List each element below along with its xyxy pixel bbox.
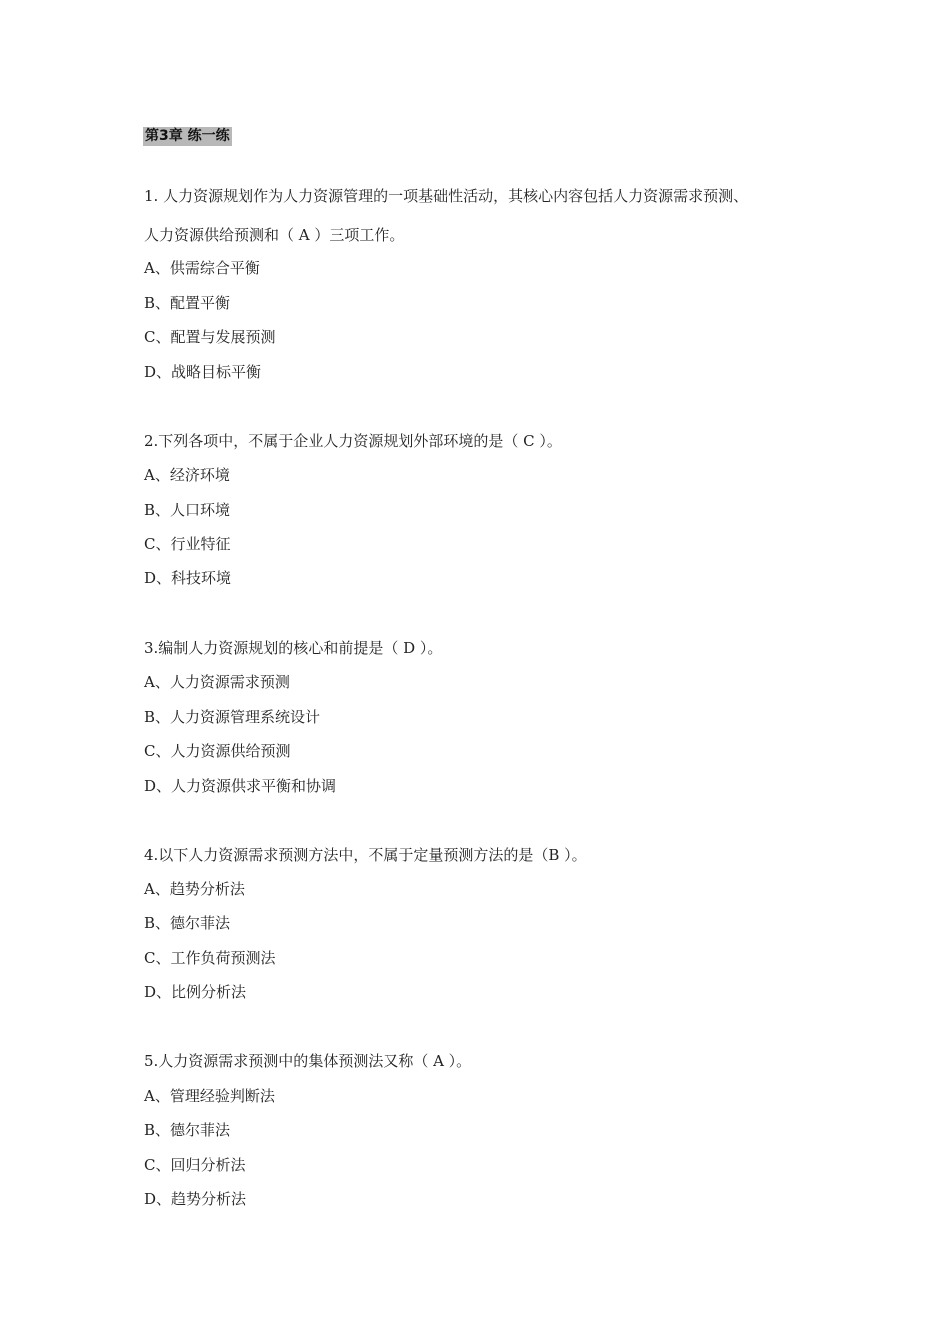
question-2-option-a: A、经济环境 xyxy=(144,466,230,484)
question-5-option-a: A、管理经验判断法 xyxy=(144,1087,275,1105)
question-5-stem: 5.人力资源需求预测中的集体预测法又称（ A ）。 xyxy=(144,1052,472,1070)
question-1-option-a: A、供需综合平衡 xyxy=(144,259,260,277)
question-1-stem-line-2: 人力资源供给预测和（ A ）三项工作。 xyxy=(144,226,405,244)
question-1-option-c: C、配置与发展预测 xyxy=(144,328,276,346)
question-5-option-b: B、德尔菲法 xyxy=(144,1121,231,1139)
question-4-option-d: D、比例分析法 xyxy=(144,983,247,1001)
question-4-option-a: A、趋势分析法 xyxy=(144,880,245,898)
question-2-option-d: D、科技环境 xyxy=(144,569,232,587)
question-3-option-c: C、人力资源供给预测 xyxy=(144,742,291,760)
question-3-option-a: A、人力资源需求预测 xyxy=(144,673,290,691)
question-1-stem-line-1: 1. 人力资源规划作为人力资源管理的一项基础性活动，其核心内容包括人力资源需求预测、 xyxy=(144,187,749,205)
question-2-option-b: B、人口环境 xyxy=(144,501,231,519)
question-3-option-d: D、人力资源供求平衡和协调 xyxy=(144,777,337,795)
question-4-option-c: C、工作负荷预测法 xyxy=(144,949,276,967)
chapter-title: 第3章 练一练 xyxy=(145,128,230,144)
question-4-option-b: B、德尔菲法 xyxy=(144,914,231,932)
question-1-option-d: D、战略目标平衡 xyxy=(144,363,262,381)
question-1-option-b: B、配置平衡 xyxy=(144,294,231,312)
question-3-stem: 3.编制人力资源规划的核心和前提是（ D ）。 xyxy=(144,639,443,657)
question-2-stem: 2.下列各项中，不属于企业人力资源规划外部环境的是（ C ）。 xyxy=(144,432,562,450)
question-4-stem: 4.以下人力资源需求预测方法中，不属于定量预测方法的是（B ）。 xyxy=(144,846,587,864)
question-2-option-c: C、行业特征 xyxy=(144,535,231,553)
question-5-option-c: C、回归分析法 xyxy=(144,1156,246,1174)
question-5-option-d: D、趋势分析法 xyxy=(144,1190,247,1208)
question-3-option-b: B、人力资源管理系统设计 xyxy=(144,708,321,726)
